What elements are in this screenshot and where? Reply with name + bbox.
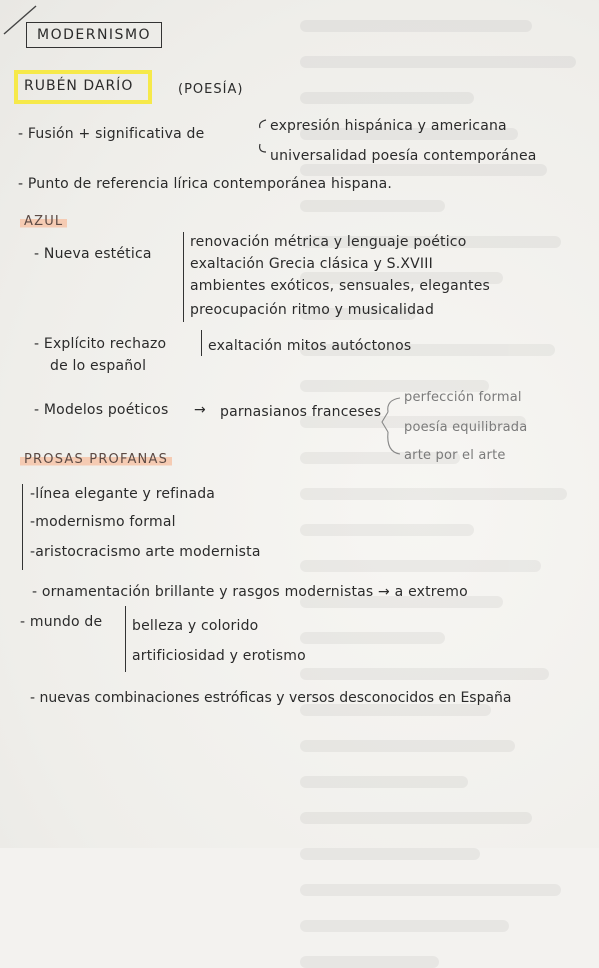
fusion-item-1: expresión hispánica y americana bbox=[270, 118, 507, 134]
author-genre: (POESÍA) bbox=[178, 82, 244, 97]
nueva-estetica-item-3: ambientes exóticos, sensuales, elegantes bbox=[190, 278, 491, 294]
modelos-arrow: → bbox=[194, 402, 206, 418]
nueva-estetica-item-1: renovación métrica y lenguaje poético bbox=[190, 234, 467, 250]
prosas-item-2: -modernismo formal bbox=[30, 514, 176, 530]
author-name: RUBÉN DARÍO bbox=[24, 78, 134, 94]
rechazo-label-line-2: de lo español bbox=[50, 358, 147, 374]
ornamentacion-line: - ornamentación brillante y rasgos modernistas → a extremo bbox=[32, 584, 468, 600]
rechazo-item: exaltación mitos autóctonos bbox=[208, 338, 412, 354]
nueva-estetica-label: - Nueva estética bbox=[34, 246, 152, 262]
modelos-label: - Modelos poéticos bbox=[34, 402, 169, 418]
mundo-bracket bbox=[125, 606, 126, 672]
modelos-value: parnasianos franceses bbox=[220, 404, 382, 420]
fusion-label: - Fusión + significativa de bbox=[18, 126, 205, 142]
referencia-line: - Punto de referencia lírica contemporánea hispana. bbox=[18, 176, 393, 192]
prosas-item-1: -línea elegante y refinada bbox=[30, 486, 216, 502]
nueva-estetica-item-4: preocupación ritmo y musicalidad bbox=[190, 302, 435, 318]
mundo-item-2: artificiosidad y erotismo bbox=[132, 648, 306, 664]
modelos-item-2: poesía equilibrada bbox=[404, 420, 528, 435]
modelos-brace bbox=[376, 392, 406, 462]
mundo-item-1: belleza y colorido bbox=[132, 618, 259, 634]
rechazo-bracket bbox=[201, 330, 202, 356]
page-title: MODERNISMO bbox=[26, 22, 162, 48]
prosas-bracket bbox=[22, 484, 23, 570]
fusion-item-2: universalidad poesía contemporánea bbox=[270, 148, 537, 164]
rechazo-label-line-1: - Explícito rechazo bbox=[34, 336, 167, 352]
nueva-estetica-item-2: exaltación Grecia clásica y S.XVIII bbox=[190, 256, 433, 272]
section-heading-azul: AZUL bbox=[20, 214, 67, 229]
section-heading-prosas-profanas: PROSAS PROFANAS bbox=[20, 452, 172, 467]
modelos-item-3: arte por el arte bbox=[404, 448, 506, 463]
fusion-brace bbox=[252, 116, 272, 158]
modelos-item-1: perfección formal bbox=[404, 390, 522, 405]
mundo-label: - mundo de bbox=[20, 614, 103, 630]
nueva-estetica-bracket bbox=[183, 232, 184, 322]
combinaciones-line: - nuevas combinaciones estróficas y versos desconocidos en España bbox=[30, 690, 512, 706]
prosas-item-3: -aristocracismo arte modernista bbox=[30, 544, 261, 560]
